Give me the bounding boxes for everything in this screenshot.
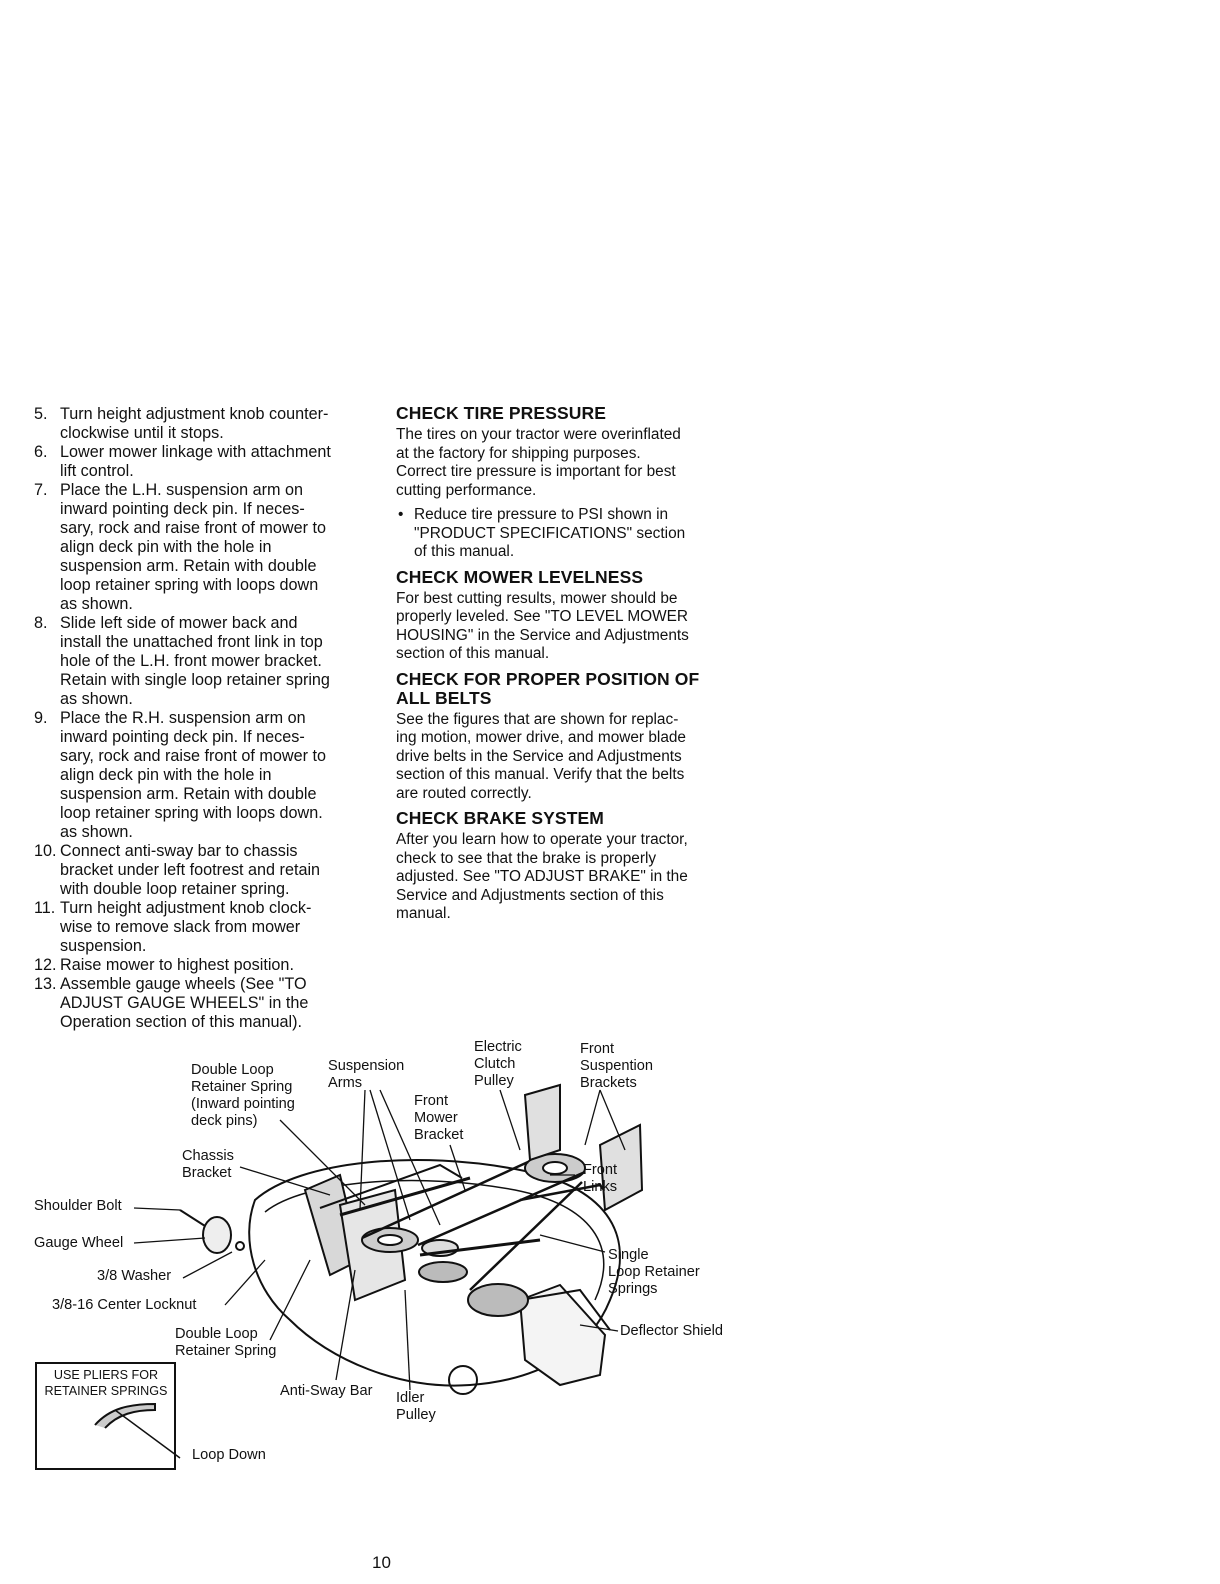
bullet-icon: • xyxy=(398,506,404,523)
section-heading: CHECK TIRE PRESSURE xyxy=(396,403,606,423)
label-washer: 3/8 Washer xyxy=(97,1268,172,1284)
step-7: 7. Place the L.H. suspension arm on inward pointing deck pin. If neces- sary, rock and raise front of mower to align deck pin with the hole in suspension arm. Retain with double loop retainer spring with loops down as shown. xyxy=(34,481,326,613)
label-single-loop-retainer: Single Loop Retainer Springs xyxy=(608,1247,700,1297)
label-front-links: Front Links xyxy=(583,1162,618,1195)
step-11: 11. Turn height adjustment knob clock- wise to remove slack from mower suspension. xyxy=(34,899,312,955)
label-idler-pulley: Idler Pulley xyxy=(396,1390,436,1423)
label-front-suspension-brackets: Front Suspention Brackets xyxy=(580,1041,654,1091)
section-body: After you learn how to operate your tractor, check to see that the brake is properly adjusted. See "TO ADJUST BRAKE" in the Service and Adjustments section of this manual. xyxy=(396,831,688,922)
label-electric-clutch-pulley: Electric Clutch Pulley xyxy=(474,1039,522,1089)
label-gauge-wheel: Gauge Wheel xyxy=(34,1235,124,1251)
step-6: 6. Lower mower linkage with attachment lift control. xyxy=(34,443,331,480)
label-front-mower-bracket: Front Mower Bracket xyxy=(414,1093,464,1143)
step-13: 13. Assemble gauge wheels (See "TO ADJUST GAUGE WHEELS" in the Operation section of this manual). xyxy=(34,975,309,1031)
label-suspension-arms: Suspension Arms xyxy=(328,1058,405,1091)
label-anti-sway-bar: Anti-Sway Bar xyxy=(280,1383,373,1399)
label-loop-down: Loop Down xyxy=(192,1447,266,1463)
step-10: 10. Connect anti-sway bar to chassis bracket under left footrest and retain with double loop retainer spring. xyxy=(34,842,321,898)
section-heading: CHECK FOR PROPER POSITION OF ALL BELTS xyxy=(396,668,700,708)
label-center-locknut: 3/8-16 Center Locknut xyxy=(52,1297,197,1313)
label-double-loop-inward: Double Loop Retainer Spring (Inward pointing deck pins) xyxy=(191,1062,295,1129)
step-8: 8. Slide left side of mower back and install the unattached front link in top hole of the L.H. front mower bracket. Retain with single loop retainer spring as shown. xyxy=(34,614,330,708)
section-body: See the figures that are shown for replac- ing motion, mower drive, and mower blade drive belts in the Service and Adjustments section of this manual. Verify that the belts are routed correctly. xyxy=(396,710,686,802)
section-body: For best cutting results, mower should be properly leveled. See "TO LEVEL MOWER HOUSING" in the Service and Adjustments section of this manual. xyxy=(396,589,689,662)
section-body: The tires on your tractor were overinflated at the factory for shipping purposes. Correct tire pressure is important for best cutting performance. xyxy=(396,426,681,499)
bullet-item: • Reduce tire pressure to PSI shown in "PRODUCT SPECIFICATIONS" section of this manual. xyxy=(398,506,686,560)
step-5: 5. Turn height adjustment knob counter- clockwise until it stops. xyxy=(34,405,329,442)
label-shoulder-bolt: Shoulder Bolt xyxy=(34,1198,122,1214)
page-number: 10 xyxy=(372,1553,391,1572)
step-12: 12. Raise mower to highest position. xyxy=(34,956,294,974)
section-heading: CHECK BRAKE SYSTEM xyxy=(396,808,604,828)
section-heading: CHECK MOWER LEVELNESS xyxy=(396,566,644,587)
tip-text: USE PLIERS FOR RETAINER SPRINGS xyxy=(44,1368,168,1398)
label-deflector-shield: Deflector Shield xyxy=(620,1323,724,1339)
pliers-tip-box xyxy=(35,1362,176,1470)
step-9: 9. Place the R.H. suspension arm on inward pointing deck pin. If neces- sary, rock and raise front of mower to align deck pin with the hole in suspension arm. Retain with double loop retainer spring with loops down. as shown. xyxy=(34,709,326,841)
label-double-loop-retainer: Double Loop Retainer Spring xyxy=(175,1326,277,1359)
label-chassis-bracket: Chassis Bracket xyxy=(182,1148,234,1181)
